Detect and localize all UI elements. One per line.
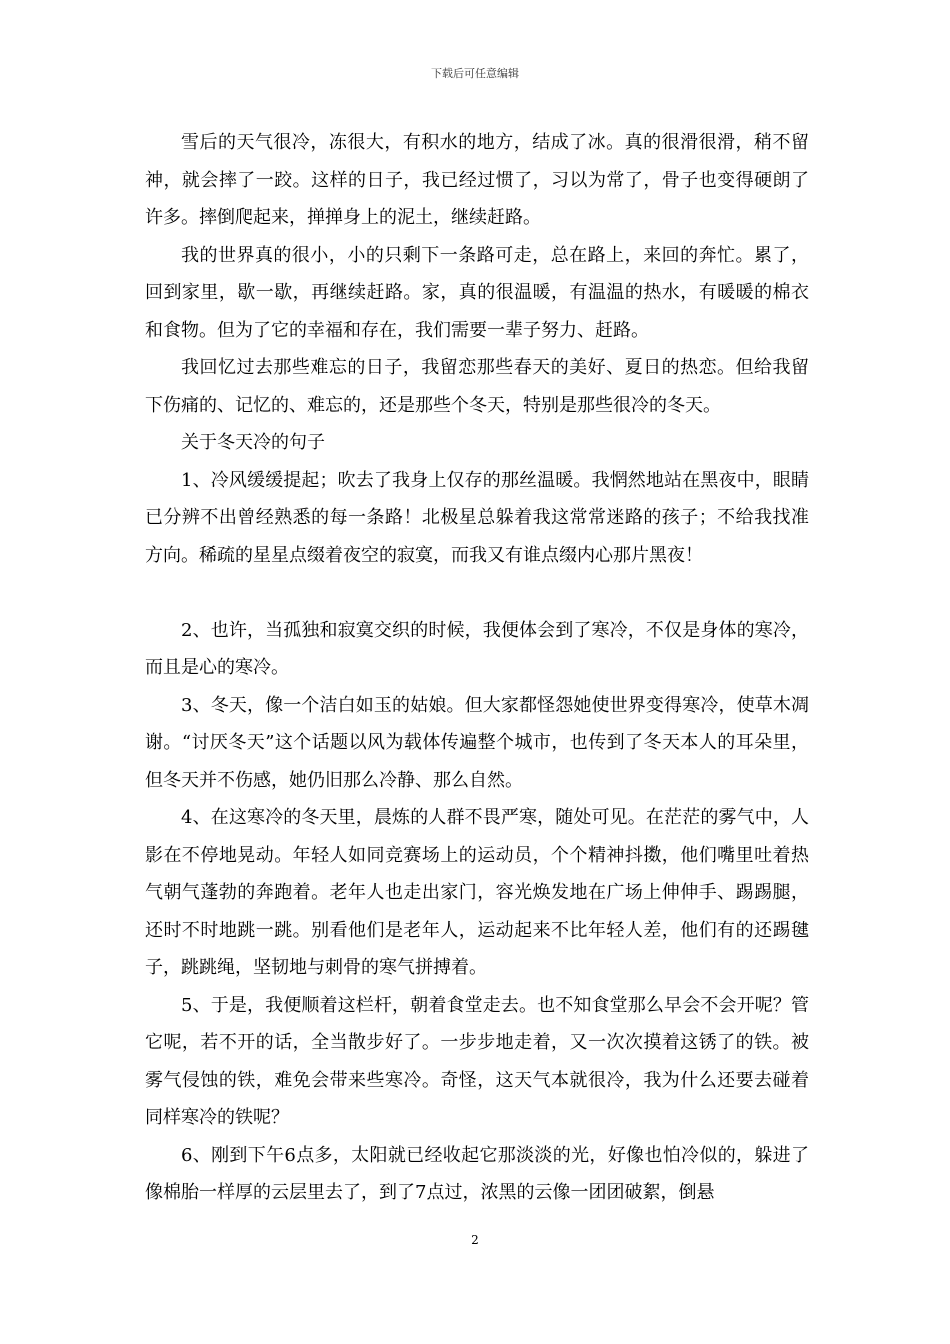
page-header: 下载后可任意编辑 <box>431 67 519 80</box>
page-number: 2 <box>471 1233 479 1247</box>
paragraph: 我的世界真的很小，小的只剩下一条路可走，总在路上，来回的奔忙。累了，回到家里，歇一歇，再继续赶路。家，真的很温暖，有温温的热水，有暖暖的棉衣和食物。但为了它的幸福和存在，我们需要一辈子努力、赶路。 <box>145 244 809 341</box>
paragraph: 6、刚到下午6点多，太阳就已经收起它那淡淡的光，好像也怕冷似的，躲进了像棉胎一样厚的云层里去了，到了7点过，浓黑的云像一团团破絮，倒悬 <box>145 1144 809 1203</box>
section-heading: 关于冬天冷的句子 <box>181 432 325 453</box>
paragraph: 3、冬天，像一个洁白如玉的姑娘。但大家都怪怨她使世界变得寒冷，使草木凋谢。“讨厌冬天”这个话题以风为载体传遍整个城市，也传到了冬天本人的耳朵里，但冬天并不伤感，她仍旧那么冷静、那么自然。 <box>145 694 809 791</box>
paragraph: 我回忆过去那些难忘的日子，我留恋那些春天的美好、夏日的热恋。但给我留下伤痛的、记忆的、难忘的，还是那些个冬天，特别是那些很冷的冬天。 <box>145 357 809 416</box>
blank-line <box>145 574 809 612</box>
document-body <box>145 124 809 1212</box>
paragraph: 2、也许，当孤独和寂寞交织的时候，我便体会到了寒冷，不仅是身体的寒冷，而且是心的寒冷。 <box>145 619 809 678</box>
paragraph: 4、在这寒冷的冬天里，晨炼的人群不畏严寒，随处可见。在茫茫的雾气中，人影在不停地晃动。年轻人如同竞赛场上的运动员，个个精神抖擞，他们嘴里吐着热气朝气蓬勃的奔跑着。老年人也走出家门，容光焕发地在广场上伸伸手、踢踢腿，还时不时地跳一跳。别看他们是老年人，运动起来不比年轻人差，他们有的还踢毽子，跳跳绳，坚韧地与刺骨的寒气拼搏着。 <box>145 807 809 978</box>
paragraph: 1、冷风缓缓提起；吹去了我身上仅存的那丝温暖。我惘然地站在黑夜中，眼睛已分辨不出曾经熟悉的每一条路！北极星总躲着我这常常迷路的孩子；不给我找准方向。稀疏的星星点缀着夜空的寂寞，而我又有谁点缀内心那片黑夜！ <box>145 469 809 566</box>
paragraph: 5、于是，我便顺着这栏杆，朝着食堂走去。也不知食堂那么早会不会开呢？管它呢，若不开的话，全当散步好了。一步步地走着，又一次次摸着这锈了的铁。被雾气侵蚀的铁，难免会带来些寒冷。奇怪，这天气本就很冷，我为什么还要去碰着同样寒冷的铁呢？ <box>145 994 809 1128</box>
paragraph: 雪后的天气很冷，冻很大，有积水的地方，结成了冰。真的很滑很滑，稍不留神，就会摔了一跤。这样的日子，我已经过惯了，习以为常了，骨子也变得硬朗了许多。摔倒爬起来，掸掸身上的泥土，继续赶路。 <box>145 132 809 228</box>
